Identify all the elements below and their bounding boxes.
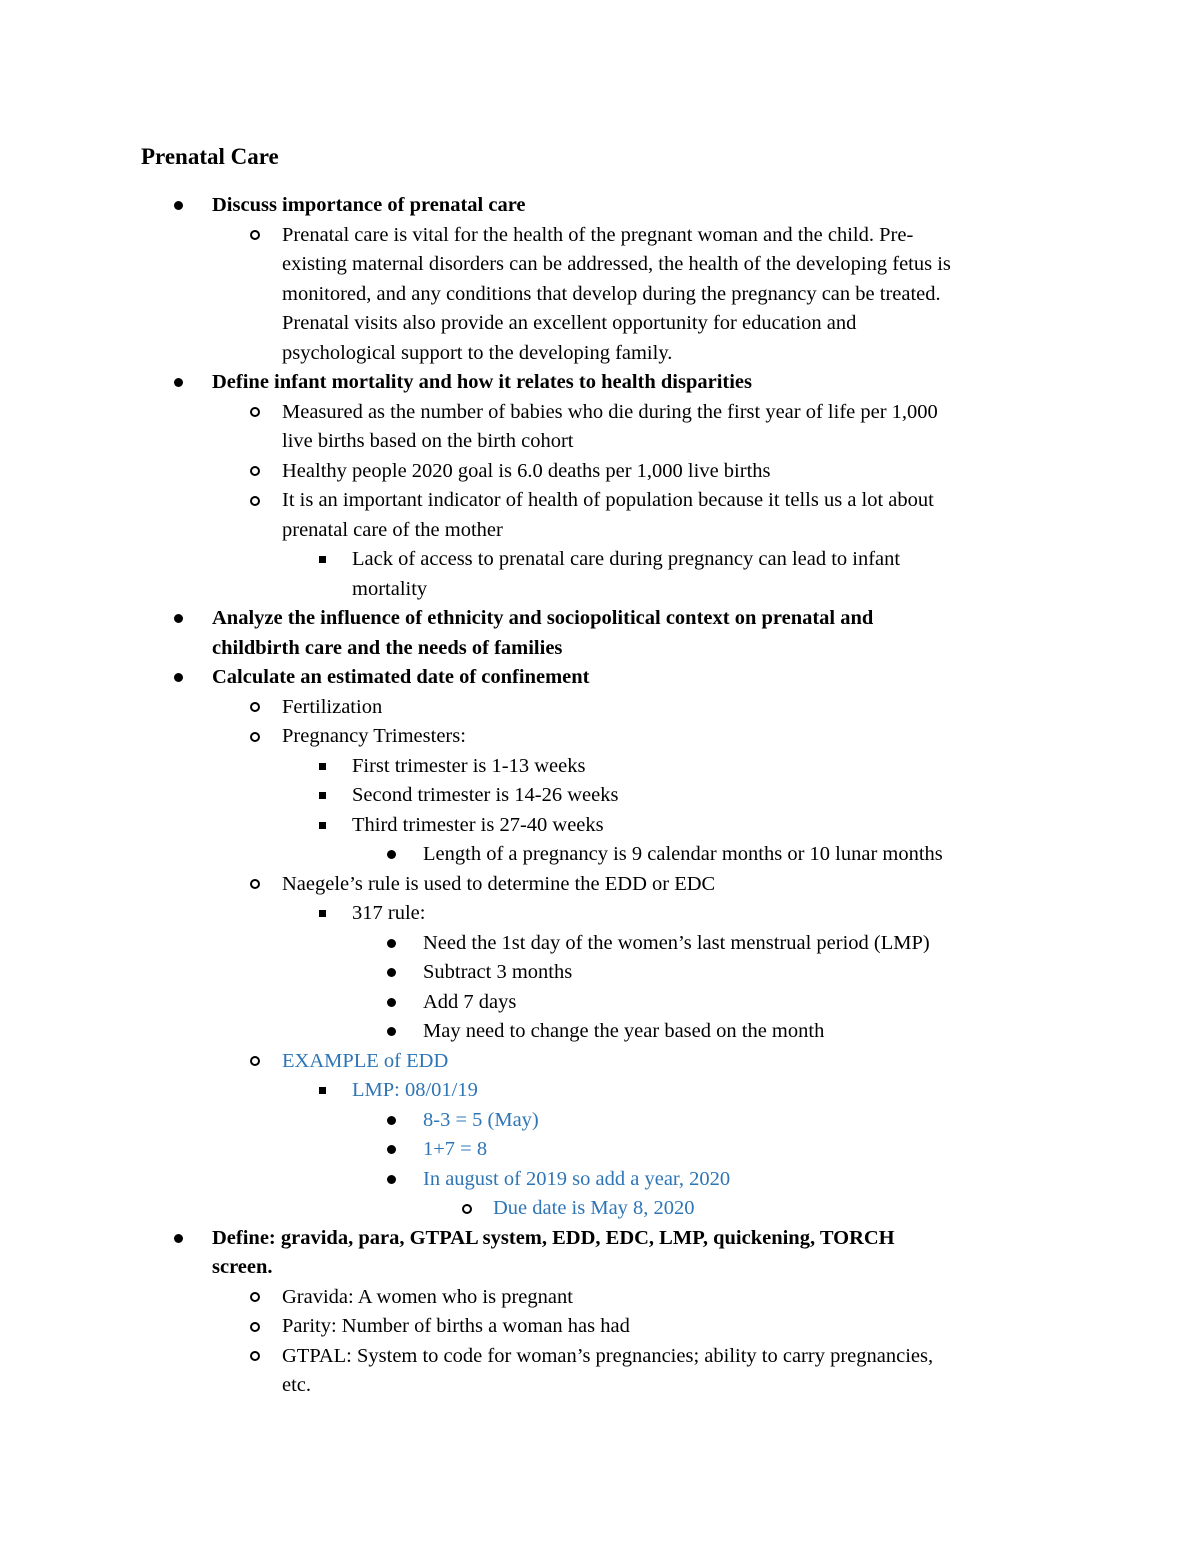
outline-item-level-4 bbox=[0, 840, 1063, 870]
outline-line: Length of a pregnancy is 9 calendar months or 10 lunar months bbox=[423, 843, 943, 865]
bullet-marker bbox=[250, 1342, 260, 1372]
bullet-marker bbox=[174, 1224, 183, 1254]
square-bullet-icon bbox=[319, 910, 326, 917]
outline-list bbox=[0, 191, 1200, 1401]
hollow-circle-bullet-icon bbox=[250, 1292, 260, 1302]
outline-line: prenatal care of the mother bbox=[282, 518, 503, 541]
outline-item-level-4 bbox=[0, 1165, 1063, 1195]
outline-item-level-3 bbox=[0, 811, 1052, 841]
hollow-circle-bullet-icon bbox=[250, 1322, 260, 1332]
filled-circle-bullet-icon bbox=[387, 1175, 396, 1184]
outline-item-level-2 bbox=[0, 1312, 1052, 1342]
outline-line: existing maternal disorders can be addressed, the health of the developing fetus is bbox=[282, 253, 951, 275]
outline-item-level-3 bbox=[0, 545, 1052, 604]
bullet-marker bbox=[250, 457, 260, 487]
outline-item-level-2 bbox=[0, 1342, 1052, 1401]
outline-line: Gravida: A women who is pregnant bbox=[282, 1285, 573, 1308]
outline-item-level-2 bbox=[0, 221, 1052, 369]
outline-item-level-3 bbox=[0, 752, 1052, 782]
outline-line: 317 rule: bbox=[352, 902, 426, 924]
outline-line: Prenatal care is vital for the health of the pregnant woman and the child. Pre- bbox=[282, 223, 914, 246]
outline-item-level-2 bbox=[0, 722, 1052, 752]
outline-line: GTPAL: System to code for woman’s pregnancies; ability to carry pregnancies, bbox=[282, 1344, 934, 1367]
outline-line: 1+7 = 8 bbox=[423, 1138, 488, 1160]
outline-item-level-4 bbox=[0, 1135, 1063, 1165]
filled-circle-bullet-icon bbox=[387, 1116, 396, 1125]
bullet-marker bbox=[387, 840, 396, 870]
outline-line: Third trimester is 27-40 weeks bbox=[352, 813, 604, 836]
bullet-marker bbox=[250, 1283, 260, 1313]
bullet-marker bbox=[174, 663, 183, 693]
outline-item-level-1 bbox=[0, 1224, 1012, 1283]
outline-line: Subtract 3 months bbox=[423, 961, 573, 983]
hollow-circle-bullet-icon bbox=[250, 1351, 260, 1361]
outline-line: Need the 1st day of the women’s last menstrual period (LMP) bbox=[423, 931, 930, 954]
hollow-circle-bullet-icon bbox=[250, 732, 260, 742]
bullet-marker bbox=[250, 486, 260, 516]
outline-line: Lack of access to prenatal care during pregnancy can lead to infant bbox=[352, 548, 901, 570]
hollow-circle-bullet-icon bbox=[250, 879, 260, 889]
square-bullet-icon bbox=[319, 763, 326, 770]
bullet-marker bbox=[250, 693, 260, 723]
outline-item-level-2 bbox=[0, 1047, 1052, 1077]
filled-circle-bullet-icon bbox=[387, 1027, 396, 1036]
hollow-circle-bullet-icon bbox=[250, 466, 260, 476]
outline-line: Healthy people 2020 goal is 6.0 deaths per 1,000 live births bbox=[282, 459, 771, 482]
outline-item-level-1 bbox=[0, 663, 1012, 693]
outline-line: Analyze the influence of ethnicity and sociopolitical context on prenatal and bbox=[212, 607, 874, 629]
outline-line: monitored, and any conditions that develop during the pregnancy can be treated. bbox=[282, 282, 941, 305]
bullet-marker bbox=[250, 870, 260, 900]
outline-line: It is an important indicator of health of population because it tells us a lot about bbox=[282, 489, 934, 511]
outline-line: Measured as the number of babies who die during the first year of life per 1,000 bbox=[282, 400, 938, 423]
outline-item-level-3 bbox=[0, 781, 1052, 811]
hollow-circle-bullet-icon bbox=[250, 230, 260, 240]
filled-circle-bullet-icon bbox=[174, 614, 183, 623]
outline-line: Prenatal visits also provide an excellent opportunity for education and bbox=[282, 312, 857, 334]
outline-line: EXAMPLE of EDD bbox=[282, 1049, 449, 1072]
bullet-marker bbox=[387, 1165, 396, 1195]
bullet-marker bbox=[250, 1047, 260, 1077]
hollow-circle-bullet-icon bbox=[250, 1056, 260, 1066]
outline-item-level-1 bbox=[0, 368, 1012, 398]
square-bullet-icon bbox=[319, 822, 326, 829]
filled-circle-bullet-icon bbox=[387, 850, 396, 859]
outline-line: 8-3 = 5 (May) bbox=[423, 1108, 539, 1131]
bullet-marker bbox=[174, 191, 183, 221]
filled-circle-bullet-icon bbox=[174, 378, 183, 387]
bullet-marker bbox=[250, 398, 260, 428]
filled-circle-bullet-icon bbox=[387, 998, 396, 1007]
page-title: Prenatal Care bbox=[141, 144, 279, 169]
bullet-marker bbox=[462, 1194, 472, 1224]
outline-item-level-2 bbox=[0, 457, 1052, 487]
outline-item-level-2 bbox=[0, 1283, 1052, 1313]
hollow-circle-bullet-icon bbox=[250, 407, 260, 417]
outline-item-level-4 bbox=[0, 988, 1063, 1018]
hollow-circle-bullet-icon bbox=[250, 702, 260, 712]
outline-line: Define infant mortality and how it relates to health disparities bbox=[212, 371, 752, 393]
bullet-marker bbox=[174, 604, 183, 634]
outline-item-level-4 bbox=[0, 958, 1063, 988]
bullet-marker bbox=[387, 958, 396, 988]
outline-line: live births based on the birth cohort bbox=[282, 430, 574, 452]
outline-line: childbirth care and the needs of families bbox=[212, 636, 563, 659]
outline-item-level-4 bbox=[0, 1106, 1063, 1136]
bullet-marker bbox=[174, 368, 183, 398]
bullet-marker bbox=[319, 811, 326, 841]
outline-item-level-2 bbox=[0, 870, 1052, 900]
filled-circle-bullet-icon bbox=[174, 1234, 183, 1243]
outline-line: Discuss importance of prenatal care bbox=[212, 194, 526, 216]
bullet-marker bbox=[319, 899, 326, 929]
outline-item-level-4 bbox=[0, 929, 1063, 959]
bullet-marker bbox=[319, 752, 326, 782]
outline-line: psychological support to the developing family. bbox=[282, 341, 673, 364]
square-bullet-icon bbox=[319, 556, 326, 563]
bullet-marker bbox=[387, 988, 396, 1018]
outline-line: Add 7 days bbox=[423, 990, 517, 1013]
bullet-marker bbox=[387, 1017, 396, 1047]
outline-item-level-3 bbox=[0, 1076, 1052, 1106]
hollow-circle-bullet-icon bbox=[462, 1204, 472, 1214]
outline-line: LMP: 08/01/19 bbox=[352, 1079, 478, 1101]
filled-circle-bullet-icon bbox=[387, 1145, 396, 1154]
outline-item-level-2 bbox=[0, 398, 1052, 457]
filled-circle-bullet-icon bbox=[387, 939, 396, 948]
filled-circle-bullet-icon bbox=[387, 968, 396, 977]
hollow-circle-bullet-icon bbox=[250, 496, 260, 506]
outline-line: Pregnancy Trimesters: bbox=[282, 725, 466, 747]
outline-line: May need to change the year based on the month bbox=[423, 1020, 825, 1042]
square-bullet-icon bbox=[319, 1087, 326, 1094]
outline-line: First trimester is 1-13 weeks bbox=[352, 754, 586, 777]
outline-item-level-4 bbox=[0, 1017, 1063, 1047]
bullet-marker bbox=[319, 1076, 326, 1106]
outline-item-level-2 bbox=[0, 693, 1052, 723]
outline-line: Naegele’s rule is used to determine the EDD or EDC bbox=[282, 872, 716, 895]
outline-item-level-2 bbox=[0, 486, 1052, 545]
square-bullet-icon bbox=[319, 792, 326, 799]
outline-line: In august of 2019 so add a year, 2020 bbox=[423, 1167, 731, 1190]
outline-line: Calculate an estimated date of confinement bbox=[212, 666, 590, 688]
outline-item-level-1 bbox=[0, 604, 1012, 663]
outline-item-level-1 bbox=[0, 191, 1012, 221]
outline-line: Define: gravida, para, GTPAL system, EDD, EDC, LMP, quickening, TORCH bbox=[212, 1226, 895, 1249]
outline-line: screen. bbox=[212, 1256, 273, 1278]
outline-line: etc. bbox=[282, 1374, 312, 1396]
bullet-marker bbox=[319, 781, 326, 811]
bullet-marker bbox=[387, 929, 396, 959]
outline-line: Fertilization bbox=[282, 695, 383, 718]
outline-line: Due date is May 8, 2020 bbox=[493, 1197, 695, 1219]
bullet-marker bbox=[250, 722, 260, 752]
outline-line: Parity: Number of births a woman has had bbox=[282, 1315, 630, 1337]
filled-circle-bullet-icon bbox=[174, 673, 183, 682]
bullet-marker bbox=[387, 1106, 396, 1136]
bullet-marker bbox=[319, 545, 326, 575]
bullet-marker bbox=[250, 221, 260, 251]
outline-line: mortality bbox=[352, 577, 428, 600]
bullet-marker bbox=[250, 1312, 260, 1342]
outline-item-level-5 bbox=[0, 1194, 1093, 1224]
filled-circle-bullet-icon bbox=[174, 201, 183, 210]
outline-item-level-3 bbox=[0, 899, 1052, 929]
bullet-marker bbox=[387, 1135, 396, 1165]
outline-line: Second trimester is 14-26 weeks bbox=[352, 784, 619, 806]
